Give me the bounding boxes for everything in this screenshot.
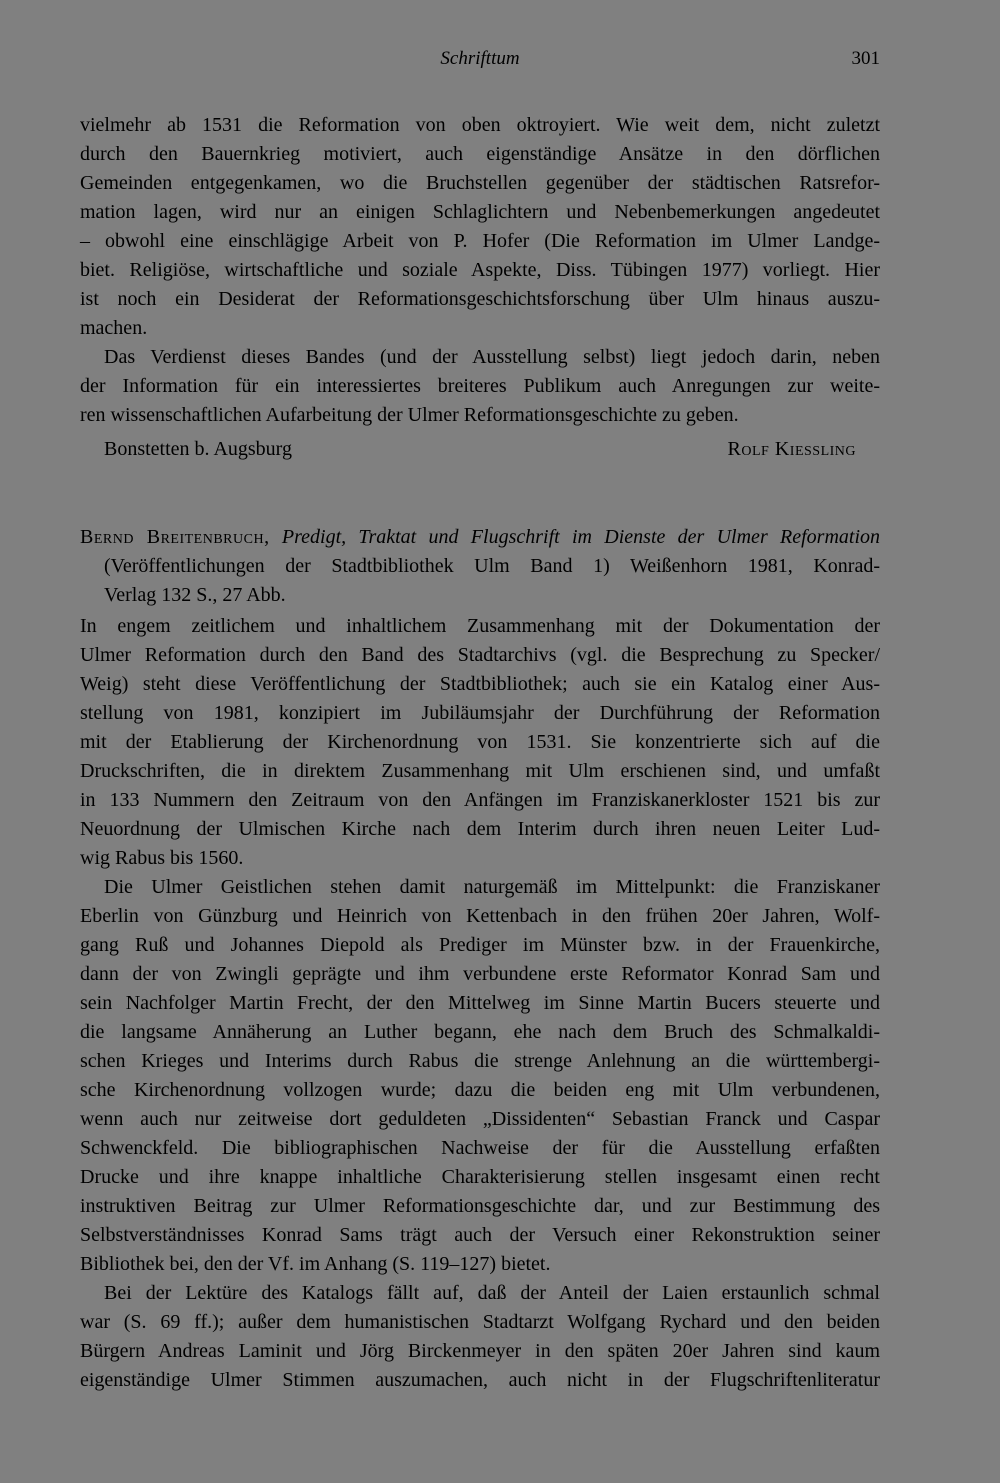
text-line: Ulmer Reformation durch den Band des Stadtarchivs (vgl. die Besprechung zu Specker/ — [80, 644, 880, 666]
page-header — [80, 46, 880, 76]
text-line: ren wissenschaftlichen Aufarbeitung der Ulmer Reformationsgeschichte zu geben. — [80, 404, 739, 426]
text-line: Weig) steht diese Veröffentlichung der Stadtbibliothek; auch sie ein Katalog einer Aus- — [80, 673, 880, 695]
review-1-text — [80, 111, 880, 430]
text-line: gang Ruß und Johannes Diepold als Prediger im Münster bzw. in der Frauenkirche, — [80, 934, 880, 956]
text-line: stellung von 1981, konzipiert im Jubiläumsjahr der Durchführung der Reformation — [80, 702, 880, 724]
running-title: Schrifttum — [440, 48, 520, 69]
text-line: war (S. 69 ff.); außer dem humanistischen Stadtarzt Wolfgang Rychard und den beiden — [80, 1311, 880, 1333]
text-line: der Information für ein interessiertes breiteres Publikum auch Anregungen zur weite- — [80, 375, 880, 397]
text-line: Das Verdienst dieses Bandes (und der Ausstellung selbst) liegt jedoch darin, neben — [104, 346, 880, 368]
text-line: Bürgern Andreas Laminit und Jörg Birckenmeyer in den späten 20er Jahren sind kaum — [80, 1340, 880, 1362]
text-line: Schwenckfeld. Die bibliographischen Nachweise der für die Ausstellung erfaßten — [80, 1137, 880, 1159]
text-line: biet. Religiöse, wirtschaftliche und soziale Aspekte, Diss. Tübingen 1977) vorliegt. Hier — [80, 259, 880, 281]
page-number: 301 — [851, 48, 880, 69]
text-line: Bibliothek bei, den der Vf. im Anhang (S. 119–127) bietet. — [80, 1253, 551, 1275]
text-line: wenn auch nur zeitweise dort geduldeten „Dissidenten“ Sebastian Franck und Caspar — [80, 1108, 880, 1130]
review-2-paragraph-2 — [80, 873, 880, 1279]
text-line: wig Rabus bis 1560. — [80, 847, 244, 869]
text-line: vielmehr ab 1531 die Reformation von oben oktroyiert. Wie weit dem, nicht zuletzt — [80, 114, 880, 136]
text-line: Die Ulmer Geistlichen stehen damit naturgemäß im Mittelpunkt: die Franziskaner — [104, 876, 880, 898]
text-line: ist noch ein Desiderat der Reformationsgeschichtsforschung über Ulm hinaus auszu- — [80, 288, 880, 310]
text-line: die langsame Annäherung an Luther begann, ehe nach dem Bruch des Schmalkaldi- — [80, 1021, 880, 1043]
reviewer-name: Rolf Kiessling — [727, 438, 856, 460]
text-line: – obwohl eine einschlägige Arbeit von P. Hofer (Die Reformation im Ulmer Landge- — [80, 230, 880, 252]
text-line: dann der von Zwingli geprägte und ihm verbundene erste Reformator Konrad Sam und — [80, 963, 880, 985]
text-line: Druckschriften, die in direktem Zusammenhang mit Ulm erschienen sind, und umfaßt — [80, 760, 880, 782]
citation-details — [80, 552, 880, 610]
text-line: sein Nachfolger Martin Frecht, der den Mittelweg im Sinne Martin Bucers steuerte und — [80, 992, 880, 1014]
text-line: mit der Etablierung der Kirchenordnung von 1531. Sie konzentrierte sich auf die — [80, 731, 880, 753]
reviewer-place: Bonstetten b. Augsburg — [104, 438, 292, 460]
text-line: Gemeinden entgegenkamen, wo die Bruchstellen gegenüber der städtischen Ratsrefor- — [80, 172, 880, 194]
citation-heading — [80, 523, 880, 552]
text-line: schen Krieges und Interims durch Rabus die strenge Anlehnung an die württembergi- — [80, 1050, 880, 1072]
review-1-signature — [104, 435, 856, 464]
text-line: Bei der Lektüre des Katalogs fällt auf, daß der Anteil der Laien erstaunlich schmal — [104, 1282, 880, 1304]
review-2-citation — [80, 523, 880, 610]
text-line: mation lagen, wird nur an einigen Schlaglichtern und Nebenbemerkungen angedeutet — [80, 201, 880, 223]
review-1-paragraph-2 — [80, 343, 880, 430]
text-line: Eberlin von Günzburg und Heinrich von Kettenbach in den frühen 20er Jahren, Wolf- — [80, 905, 880, 927]
text-line: machen. — [80, 317, 148, 339]
text-line: In engem zeitlichem und inhaltlichem Zusammenhang mit der Dokumentation der — [80, 615, 880, 637]
text-line: Verlag 132 S., 27 Abb. — [104, 584, 286, 606]
text-line: in 133 Nummern den Zeitraum von den Anfängen im Franziskanerkloster 1521 bis zur — [80, 789, 880, 811]
text-line: eigenständige Ulmer Stimmen auszumachen, auch nicht in der Flugschriftenliteratur — [80, 1369, 880, 1391]
review-2-text — [80, 612, 880, 1395]
book-author: Bernd Breitenbruch, — [80, 526, 270, 548]
review-1-paragraph-1 — [80, 111, 880, 343]
text-line: Neuordnung der Ulmischen Kirche nach dem Interim durch ihren neuen Leiter Lud- — [80, 818, 880, 840]
text-line: Selbstverständnisses Konrad Sams trägt auch der Versuch einer Rekonstruktion seiner — [80, 1224, 880, 1246]
text-line: (Veröffentlichungen der Stadtbibliothek Ulm Band 1) Weißenhorn 1981, Konrad- — [104, 555, 880, 577]
text-line: sche Kirchenordnung vollzogen wurde; dazu die beiden eng mit Ulm verbundenen, — [80, 1079, 880, 1101]
text-line: durch den Bauernkrieg motiviert, auch eigenständige Ansätze in den dörflichen — [80, 143, 880, 165]
text-line: Drucke und ihre knappe inhaltliche Charakterisierung stellen insgesamt einen recht — [80, 1166, 880, 1188]
review-2-paragraph-3 — [80, 1279, 880, 1395]
book-title: Predigt, Traktat und Flugschrift im Dienste der Ulmer Reformation — [281, 526, 881, 548]
text-line: instruktiven Beitrag zur Ulmer Reformationsgeschichte dar, und zur Bestimmung des — [80, 1195, 880, 1217]
review-2-paragraph-1 — [80, 612, 880, 873]
